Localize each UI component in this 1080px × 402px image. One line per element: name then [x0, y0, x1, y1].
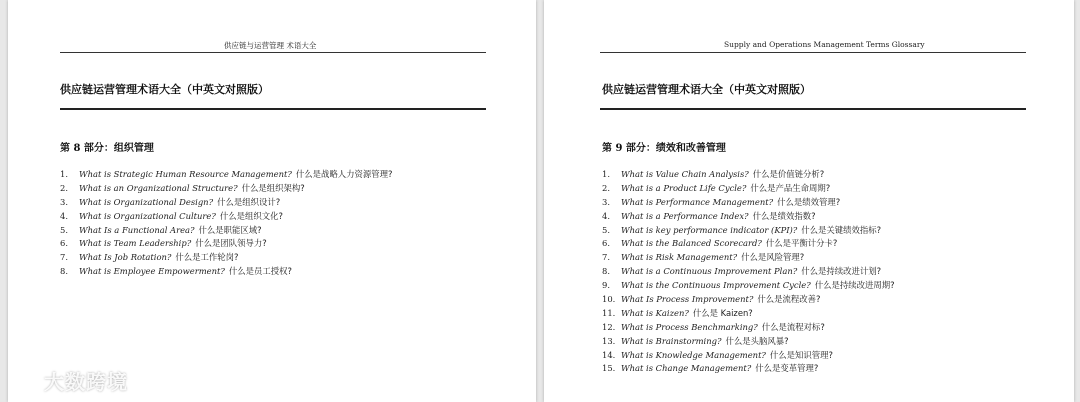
term-item — [60, 236, 392, 250]
item-number: 14. — [602, 349, 616, 360]
term-item — [602, 250, 895, 264]
watermark — [6, 366, 128, 395]
chinese-question: 什么是持续改进周期? — [814, 280, 895, 291]
right-page — [544, 0, 1074, 402]
item-number: 12. — [602, 321, 616, 332]
item-number: 2. — [60, 182, 68, 193]
item-number: 3. — [60, 196, 68, 207]
item-number: 4. — [602, 210, 610, 221]
term-item — [602, 278, 895, 292]
term-item — [602, 181, 895, 195]
english-question: What is Kaizen? — [621, 307, 689, 318]
term-item — [60, 195, 392, 209]
item-number: 8. — [60, 266, 68, 277]
chinese-question: 什么是价值链分析? — [752, 168, 825, 179]
english-question: What is Organizational Culture? — [79, 210, 216, 221]
item-number: 3. — [602, 196, 610, 207]
chinese-question: 什么是组织文化? — [219, 210, 283, 221]
term-list — [602, 167, 895, 375]
english-question: What is a Performance Index? — [621, 210, 749, 221]
term-item — [602, 264, 895, 278]
chinese-question: 什么是员工授权? — [228, 266, 292, 277]
item-number: 6. — [60, 238, 68, 249]
english-question: What Is Process Improvement? — [621, 293, 754, 304]
item-number: 7. — [602, 252, 610, 263]
item-number: 6. — [602, 238, 610, 249]
term-item — [602, 348, 895, 362]
item-number: 9. — [602, 280, 610, 291]
term-item — [602, 292, 895, 306]
brand-logo-icon — [6, 370, 40, 392]
chinese-question: 什么是产品生命周期? — [750, 182, 831, 193]
chinese-question: 什么是战略人力资源管理? — [295, 168, 393, 179]
title-rule — [600, 108, 1026, 110]
term-item — [60, 181, 392, 195]
chinese-question: 什么是平衡计分卡? — [765, 238, 838, 249]
english-question: What is a Product Life Cycle? — [621, 182, 747, 193]
title-rule — [60, 108, 486, 110]
item-number: 2. — [602, 182, 610, 193]
english-question: What is Value Chain Analysis? — [621, 168, 749, 179]
section-heading: 第 8 部分：组织管理 — [60, 143, 154, 154]
english-question: What is Strategic Human Resource Management? — [79, 168, 292, 179]
term-item — [602, 195, 895, 209]
section-heading: 第 9 部分：绩效和改善管理 — [602, 143, 726, 154]
chinese-question: 什么是流程对标? — [761, 321, 825, 332]
header-rule — [600, 52, 1026, 53]
chinese-question: 什么是流程改善? — [757, 293, 821, 304]
term-list — [60, 167, 392, 278]
chinese-question: 什么是 Kaizen? — [692, 307, 753, 318]
english-question: What is Process Benchmarking? — [621, 321, 758, 332]
chinese-question: 什么是组织设计? — [217, 196, 281, 207]
term-item — [602, 320, 895, 334]
term-item — [602, 334, 895, 348]
english-question: What is Knowledge Management? — [621, 349, 766, 360]
header-rule — [60, 52, 486, 53]
term-item — [602, 223, 895, 237]
english-question: What is key performance indicator (KPI)? — [621, 224, 798, 235]
item-number: 8. — [602, 266, 610, 277]
chinese-question: 什么是绩效指数? — [752, 210, 816, 221]
term-item — [60, 209, 392, 223]
english-question: What is a Continuous Improvement Plan? — [621, 266, 798, 277]
chinese-question: 什么是工作轮岗? — [175, 252, 239, 263]
term-item — [602, 361, 895, 375]
item-number: 1. — [60, 168, 68, 179]
item-number: 15. — [602, 363, 616, 374]
watermark-text: 大数跨境 — [44, 370, 128, 394]
term-item — [602, 236, 895, 250]
chinese-question: 什么是持续改进计划? — [801, 266, 882, 277]
document-title: 供应链运营管理术语大全（中英文对照版） — [602, 83, 811, 96]
english-question: What Is Job Rotation? — [79, 252, 172, 263]
item-number: 1. — [602, 168, 610, 179]
item-number: 13. — [602, 335, 616, 346]
item-number: 11. — [602, 307, 616, 318]
document-title: 供应链运营管理术语大全（中英文对照版） — [60, 83, 269, 96]
item-number: 4. — [60, 210, 68, 221]
item-number: 5. — [602, 224, 610, 235]
english-question: What is an Organizational Structure? — [79, 182, 238, 193]
chinese-question: 什么是头脑风暴? — [725, 335, 789, 346]
running-head: 供应链与运营管理 术语大全 — [224, 41, 317, 50]
chinese-question: 什么是风险管理? — [741, 252, 805, 263]
item-number: 7. — [60, 252, 68, 263]
item-number: 10. — [602, 293, 616, 304]
english-question: What is Organizational Design? — [79, 196, 214, 207]
left-page — [8, 0, 536, 402]
term-item — [60, 223, 392, 237]
english-question: What Is a Functional Area? — [79, 224, 195, 235]
term-item — [60, 167, 392, 181]
english-question: What is Team Leadership? — [79, 238, 192, 249]
chinese-question: 什么是绩效管理? — [777, 196, 841, 207]
english-question: What is Risk Management? — [621, 252, 738, 263]
term-item — [602, 209, 895, 223]
english-question: What is the Balanced Scorecard? — [621, 238, 762, 249]
running-head: Supply and Operations Management Terms Glossary — [724, 40, 925, 49]
chinese-question: 什么是知识管理? — [769, 349, 833, 360]
english-question: What is Brainstorming? — [621, 335, 722, 346]
term-item — [60, 264, 392, 278]
english-question: What is Employee Empowerment? — [79, 266, 225, 277]
chinese-question: 什么是关键绩效指标? — [801, 224, 882, 235]
term-item — [602, 167, 895, 181]
english-question: What is Change Management? — [621, 363, 752, 374]
english-question: What is Performance Management? — [621, 196, 774, 207]
term-item — [60, 250, 392, 264]
term-item — [602, 306, 895, 320]
chinese-question: 什么是组织架构? — [241, 182, 305, 193]
chinese-question: 什么是团队领导力? — [195, 238, 267, 249]
chinese-question: 什么是变革管理? — [755, 363, 819, 374]
chinese-question: 什么是职能区域? — [198, 224, 262, 235]
item-number: 5. — [60, 224, 68, 235]
english-question: What is the Continuous Improvement Cycle? — [621, 280, 811, 291]
